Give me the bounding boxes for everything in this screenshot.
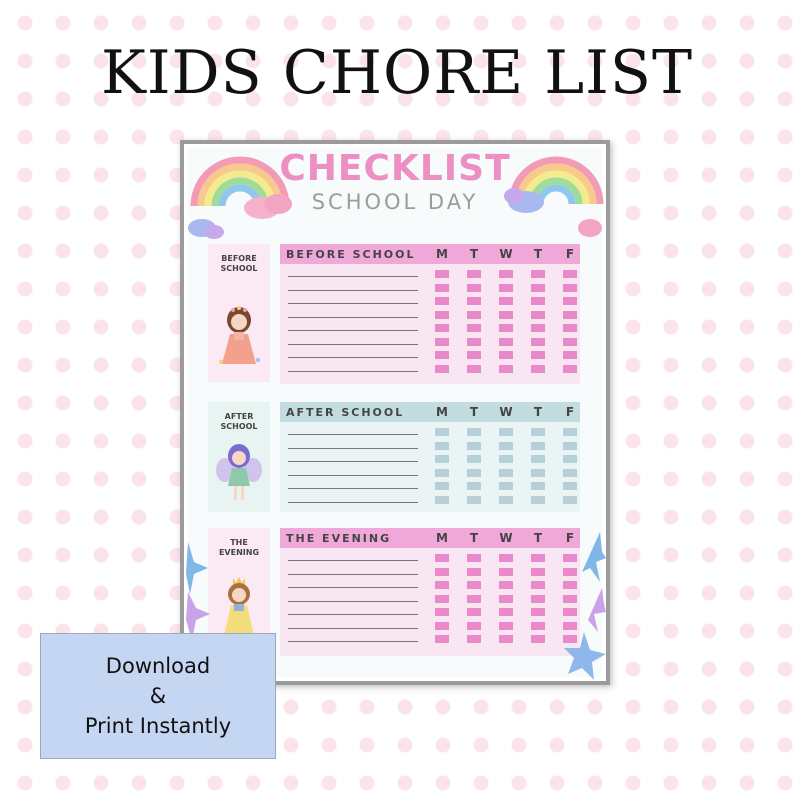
download-banner[interactable] bbox=[40, 633, 276, 759]
checkbox[interactable] bbox=[467, 365, 481, 373]
checkbox[interactable] bbox=[563, 496, 577, 504]
checkbox[interactable] bbox=[467, 581, 481, 589]
princess-icon bbox=[216, 304, 262, 368]
checkbox[interactable] bbox=[467, 568, 481, 576]
checkbox[interactable] bbox=[499, 568, 513, 576]
write-line[interactable] bbox=[288, 601, 418, 602]
checkbox[interactable] bbox=[499, 311, 513, 319]
checkbox[interactable] bbox=[467, 324, 481, 332]
checkbox[interactable] bbox=[435, 270, 449, 278]
section-label: THE EVENING bbox=[218, 538, 260, 557]
checkbox[interactable] bbox=[563, 338, 577, 346]
checkbox[interactable] bbox=[467, 338, 481, 346]
checkbox[interactable] bbox=[435, 482, 449, 490]
checkbox[interactable] bbox=[467, 595, 481, 603]
section-title: AFTER SCHOOL bbox=[286, 406, 405, 419]
checkbox[interactable] bbox=[467, 496, 481, 504]
day-label: W bbox=[499, 405, 513, 419]
write-line[interactable] bbox=[288, 475, 418, 476]
checkbox[interactable] bbox=[499, 635, 513, 643]
day-label: T bbox=[533, 531, 543, 545]
checkbox[interactable] bbox=[499, 496, 513, 504]
day-label: F bbox=[565, 531, 575, 545]
checkbox[interactable] bbox=[531, 270, 545, 278]
checkbox[interactable] bbox=[563, 351, 577, 359]
checkbox[interactable] bbox=[563, 311, 577, 319]
section-title: BEFORE SCHOOL bbox=[286, 248, 416, 261]
write-line[interactable] bbox=[288, 641, 418, 642]
checkbox[interactable] bbox=[467, 608, 481, 616]
checkbox[interactable] bbox=[467, 442, 481, 450]
section-header-after-school bbox=[280, 402, 580, 422]
day-label: F bbox=[565, 405, 575, 419]
write-line[interactable] bbox=[288, 461, 418, 462]
checkbox[interactable] bbox=[435, 297, 449, 305]
checkbox[interactable] bbox=[531, 311, 545, 319]
day-label: T bbox=[469, 247, 479, 261]
checkbox[interactable] bbox=[467, 311, 481, 319]
checkbox[interactable] bbox=[563, 324, 577, 332]
checkbox[interactable] bbox=[435, 455, 449, 463]
checkbox[interactable] bbox=[499, 324, 513, 332]
write-line[interactable] bbox=[288, 502, 418, 503]
write-line[interactable] bbox=[288, 371, 418, 372]
checkbox[interactable] bbox=[499, 351, 513, 359]
checkbox[interactable] bbox=[531, 635, 545, 643]
section-label: BEFORE SCHOOL bbox=[220, 254, 258, 273]
checkbox[interactable] bbox=[531, 554, 545, 562]
day-label: T bbox=[533, 405, 543, 419]
checkbox[interactable] bbox=[435, 595, 449, 603]
write-line[interactable] bbox=[288, 290, 418, 291]
crowned-princess-icon bbox=[216, 574, 262, 638]
checkbox[interactable] bbox=[435, 581, 449, 589]
checkbox[interactable] bbox=[467, 635, 481, 643]
write-line[interactable] bbox=[288, 488, 418, 489]
write-line[interactable] bbox=[288, 344, 418, 345]
checkbox[interactable] bbox=[467, 297, 481, 305]
day-label: M bbox=[436, 247, 448, 261]
checklist-subheading: SCHOOL DAY bbox=[311, 190, 479, 214]
checkbox[interactable] bbox=[531, 351, 545, 359]
section-label-panel-after-school bbox=[208, 402, 270, 512]
section-header-before-school bbox=[280, 244, 580, 264]
checkbox[interactable] bbox=[435, 568, 449, 576]
checkbox[interactable] bbox=[435, 496, 449, 504]
checkbox[interactable] bbox=[563, 365, 577, 373]
checkbox[interactable] bbox=[467, 482, 481, 490]
checkbox[interactable] bbox=[499, 554, 513, 562]
checkbox[interactable] bbox=[499, 297, 513, 305]
checkbox[interactable] bbox=[563, 428, 577, 436]
write-line[interactable] bbox=[288, 330, 418, 331]
checkbox[interactable] bbox=[531, 455, 545, 463]
checkbox[interactable] bbox=[531, 442, 545, 450]
checkbox[interactable] bbox=[531, 496, 545, 504]
checkbox[interactable] bbox=[499, 284, 513, 292]
write-line[interactable] bbox=[288, 317, 418, 318]
checkbox[interactable] bbox=[531, 428, 545, 436]
checkbox[interactable] bbox=[531, 568, 545, 576]
day-label: T bbox=[533, 247, 543, 261]
checkbox[interactable] bbox=[531, 324, 545, 332]
checkbox[interactable] bbox=[531, 338, 545, 346]
day-label: W bbox=[499, 247, 513, 261]
write-line[interactable] bbox=[288, 574, 418, 575]
section-body-after-school bbox=[280, 422, 580, 512]
star-left-icon bbox=[184, 542, 210, 642]
checkbox[interactable] bbox=[435, 622, 449, 630]
section-title: THE EVENING bbox=[286, 532, 392, 545]
checkbox[interactable] bbox=[499, 581, 513, 589]
checkbox[interactable] bbox=[435, 428, 449, 436]
checkbox[interactable] bbox=[467, 622, 481, 630]
checkbox[interactable] bbox=[563, 284, 577, 292]
fairy-icon bbox=[216, 440, 262, 504]
checkbox[interactable] bbox=[531, 608, 545, 616]
checkbox[interactable] bbox=[467, 428, 481, 436]
checkbox[interactable] bbox=[531, 622, 545, 630]
checkbox[interactable] bbox=[531, 297, 545, 305]
checkbox[interactable] bbox=[467, 284, 481, 292]
section-label: AFTER SCHOOL bbox=[220, 412, 258, 431]
checkbox[interactable] bbox=[499, 442, 513, 450]
write-line[interactable] bbox=[288, 628, 418, 629]
cta-line-1: Download bbox=[105, 654, 211, 678]
write-line[interactable] bbox=[288, 276, 418, 277]
checkbox[interactable] bbox=[435, 284, 449, 292]
section-body-the-evening bbox=[280, 548, 580, 656]
checkbox[interactable] bbox=[499, 622, 513, 630]
day-label: F bbox=[565, 247, 575, 261]
checkbox[interactable] bbox=[435, 554, 449, 562]
checkbox[interactable] bbox=[531, 365, 545, 373]
checkbox[interactable] bbox=[467, 554, 481, 562]
section-body-before-school bbox=[280, 264, 580, 384]
checkbox[interactable] bbox=[531, 482, 545, 490]
checkbox[interactable] bbox=[499, 595, 513, 603]
checkbox[interactable] bbox=[499, 469, 513, 477]
day-label: W bbox=[499, 531, 513, 545]
write-line[interactable] bbox=[288, 587, 418, 588]
page-title: KIDS CHORE LIST bbox=[101, 38, 693, 108]
cta-line-3: Print Instantly bbox=[84, 714, 232, 738]
checkbox[interactable] bbox=[531, 595, 545, 603]
checkbox[interactable] bbox=[499, 428, 513, 436]
checkbox[interactable] bbox=[531, 284, 545, 292]
checkbox[interactable] bbox=[467, 270, 481, 278]
section-header-the-evening bbox=[280, 528, 580, 548]
checklist-sheet bbox=[180, 140, 610, 685]
write-line[interactable] bbox=[288, 357, 418, 358]
checkbox[interactable] bbox=[563, 482, 577, 490]
checkbox[interactable] bbox=[563, 455, 577, 463]
checkbox[interactable] bbox=[435, 635, 449, 643]
section-label-panel-the-evening bbox=[208, 528, 270, 638]
checkbox[interactable] bbox=[563, 297, 577, 305]
write-line[interactable] bbox=[288, 303, 418, 304]
write-line[interactable] bbox=[288, 614, 418, 615]
checkbox[interactable] bbox=[435, 442, 449, 450]
checkbox[interactable] bbox=[563, 442, 577, 450]
day-label: M bbox=[436, 405, 448, 419]
write-line[interactable] bbox=[288, 434, 418, 435]
checkbox[interactable] bbox=[499, 608, 513, 616]
star-right-icon bbox=[562, 532, 606, 682]
checkbox[interactable] bbox=[499, 482, 513, 490]
write-line[interactable] bbox=[288, 448, 418, 449]
checkbox[interactable] bbox=[435, 608, 449, 616]
checkbox[interactable] bbox=[435, 324, 449, 332]
checkbox[interactable] bbox=[531, 469, 545, 477]
write-line[interactable] bbox=[288, 560, 418, 561]
checkbox[interactable] bbox=[467, 351, 481, 359]
cta-line-2: & bbox=[149, 684, 167, 708]
checkbox[interactable] bbox=[467, 469, 481, 477]
checklist-heading: CHECKLIST bbox=[279, 148, 511, 189]
day-label: T bbox=[469, 405, 479, 419]
checkbox[interactable] bbox=[499, 338, 513, 346]
checkbox[interactable] bbox=[435, 469, 449, 477]
checkbox[interactable] bbox=[435, 351, 449, 359]
section-label-panel-before-school bbox=[208, 244, 270, 382]
checkbox[interactable] bbox=[531, 581, 545, 589]
checkbox[interactable] bbox=[435, 338, 449, 346]
checkbox[interactable] bbox=[435, 311, 449, 319]
day-label: M bbox=[436, 531, 448, 545]
checkbox[interactable] bbox=[563, 469, 577, 477]
checkbox[interactable] bbox=[563, 270, 577, 278]
day-label: T bbox=[469, 531, 479, 545]
checkbox[interactable] bbox=[499, 455, 513, 463]
checkbox[interactable] bbox=[499, 270, 513, 278]
checkbox[interactable] bbox=[467, 455, 481, 463]
checkbox[interactable] bbox=[435, 365, 449, 373]
checkbox[interactable] bbox=[499, 365, 513, 373]
